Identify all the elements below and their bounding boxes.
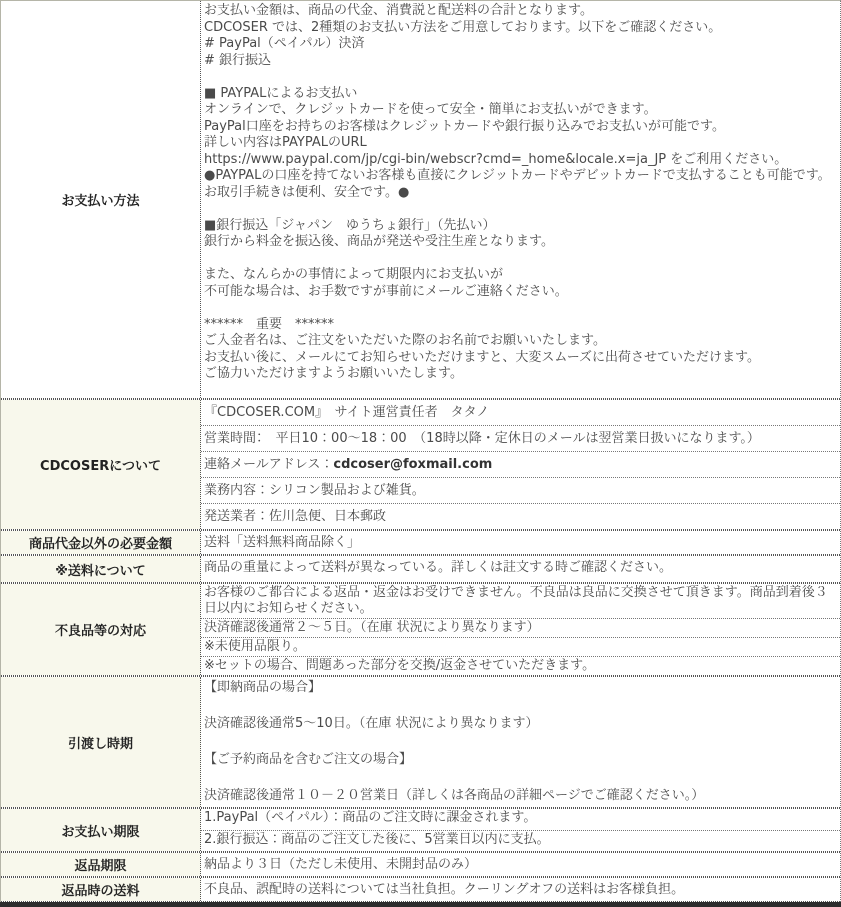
shipping-note-header-label: ※送料について (55, 563, 146, 579)
row-payment-method (1, 1, 840, 399)
text-line: 【即納商品の場合】 (204, 680, 322, 695)
text-line: 決済確認後通常5～10日。（在庫 状況により異なります） (204, 716, 539, 731)
delivery-time-header-label: 引渡し時期 (67, 736, 133, 752)
text-line: お支払い後に、メールにてお知らせいただけますと、大変スムーズに出荷させていただけます。 (204, 349, 761, 365)
defective-items-content (201, 584, 840, 675)
about-cdcoser-content (201, 400, 840, 529)
return-shipping-header-label: 返品時の送料 (61, 884, 140, 899)
text-line: お支払い金額は、商品の代金、消費説と配送料の合計となります。 (204, 3, 593, 18)
payment-method-content (201, 1, 840, 398)
payment-deadline-header (1, 809, 201, 851)
text-line (204, 251, 837, 268)
row-extra-fees (1, 530, 840, 555)
text-line: ※未使用品限り。 (201, 637, 840, 656)
text-line: 1.PayPal（ペイパル）：商品のご注文時に課金されます。 (204, 810, 537, 825)
text-line: https://www.paypal.com/jp/cgi-bin/webscr?cmd=_home&locale.x=ja_JP をご利用ください。 (204, 151, 788, 167)
extra-fees-header-label: 商品代金以外の必要金額 (28, 537, 172, 552)
about-cdcoser-header-label: CDCOSERについて (40, 459, 161, 474)
text-line (204, 201, 837, 218)
return-deadline-text: 納品より３日（ただし未使用、未開封品のみ） (201, 853, 840, 876)
payment-method-header (1, 1, 201, 398)
text-line (204, 697, 837, 715)
return-deadline-header-label: 返品期限 (74, 859, 127, 874)
shipping-carriers-text: 発送業者：佐川急便、日本郵政 (201, 503, 840, 529)
site-owner-text: 『CDCOSER.COM』 サイト運営責任者 タタノ (204, 405, 490, 420)
text-line: 決済確認後通常２～５日。（在庫 状況により異なります） (201, 618, 840, 637)
text-line: ご入金者名は、ご注文をいただいた際のお名前でお願いいたします。 (204, 333, 606, 348)
text-line (204, 300, 837, 317)
return-shipping-text: 不良品、誤配時の送料については当社負担。クーリングオフの送料はお客様負担。 (201, 878, 840, 901)
extra-fees-header (1, 531, 201, 554)
about-cdcoser-header (1, 400, 201, 529)
row-return-shipping (1, 877, 840, 902)
text-line: 【ご予約商品を含むご注文の場合】 (204, 752, 413, 767)
text-line: 決済確認後通常１０－２０営業日（詳しくは各商品の詳細ページでご確認ください。） (204, 788, 705, 803)
text-line: 詳しい内容はPAYPALのURL (204, 135, 367, 150)
row-payment-deadline (1, 808, 840, 852)
business-content-text: 業務内容：シリコン製品および雑貨。 (201, 477, 840, 503)
text-line: 2.銀行振込：商品のご注文した後に、5営業日以内に支払。 (201, 830, 840, 851)
text-line: お取引手続きは便利、安全です。● (204, 184, 410, 200)
shipping-note-text: 商品の重量によって送料が異なっている。詳しくは註文する時ご確認ください。 (201, 556, 840, 582)
text-line (204, 733, 837, 751)
delivery-time-content (201, 677, 840, 807)
payment-method-header-label: お支払い方法 (61, 194, 140, 209)
bottom-bar (0, 902, 841, 907)
text-line: ※セットの場合、問題あった部分を交換/返金させていただきます。 (201, 656, 840, 675)
text-line: お客様のご都合による返品・返金はお受けできません。不良品は良品に交換させて頂きます。商品到着後３日以内にお知らせください。 (204, 585, 828, 616)
text-line: また、なんらかの事情によって期限内にお支払いが (204, 267, 504, 282)
row-delivery-time (1, 676, 840, 808)
text-line: 不可能な場合は、お手数ですが事前にメールご連絡ください。 (204, 283, 568, 299)
defective-items-header-label: 不良品等の対応 (54, 624, 146, 639)
delivery-time-header (1, 677, 201, 807)
text-line: # PayPal（ペイパル）決済 (204, 36, 365, 51)
defective-items-header (1, 584, 201, 675)
text-line: ■ PAYPALによるお支払い (204, 85, 358, 101)
row-defective-items (1, 583, 840, 676)
contact-email-address: cdcoser@foxmail.com (333, 457, 493, 472)
payment-deadline-header-label: お支払い期限 (61, 824, 140, 840)
text-line: 銀行から料金を振込後、商品が発送や受注生産となります。 (204, 234, 554, 249)
text-line: オンラインで、クレジットカードを使って安全・簡単にお支払いができます。 (204, 102, 657, 117)
return-deadline-header (1, 853, 201, 876)
contact-email-row (201, 451, 840, 477)
text-line: ****** 重要 ****** (204, 316, 335, 332)
text-line (204, 769, 837, 787)
text-line: ご協力いただけますようお願いいたします。 (204, 366, 463, 381)
text-line (204, 69, 837, 86)
text-line: CDCOSER では、2種類のお支払い方法をご用意しております。以下をご確認ください。 (204, 19, 722, 35)
payment-deadline-content (201, 809, 840, 851)
row-return-deadline (1, 852, 840, 877)
text-line: ■銀行振込「ジャパン ゆうちょ銀行」（先払い） (204, 217, 496, 233)
extra-fees-text: 送料「送料無料商品除く」 (201, 531, 840, 554)
business-hours-text: 営業時間： 平日10：00～18：00 （18時以降・定休日のメールは翌営業日扱いになります。） (201, 425, 840, 451)
contact-email-label: 連絡メールアドレス： (204, 457, 334, 472)
text-line: ●PAYPALの口座を持てないお客様も直接にクレジットカードやデビットカードで支払することも可能です。 (204, 168, 831, 183)
shipping-note-header (1, 556, 201, 582)
text-line: PayPal口座をお持ちのお客様はクレジットカードや銀行振り込みでお支払いが可能です。 (204, 118, 725, 134)
return-shipping-header (1, 878, 201, 901)
text-line: # 銀行振込 (204, 52, 272, 68)
row-about-cdcoser (1, 399, 840, 530)
row-shipping-note (1, 555, 840, 583)
